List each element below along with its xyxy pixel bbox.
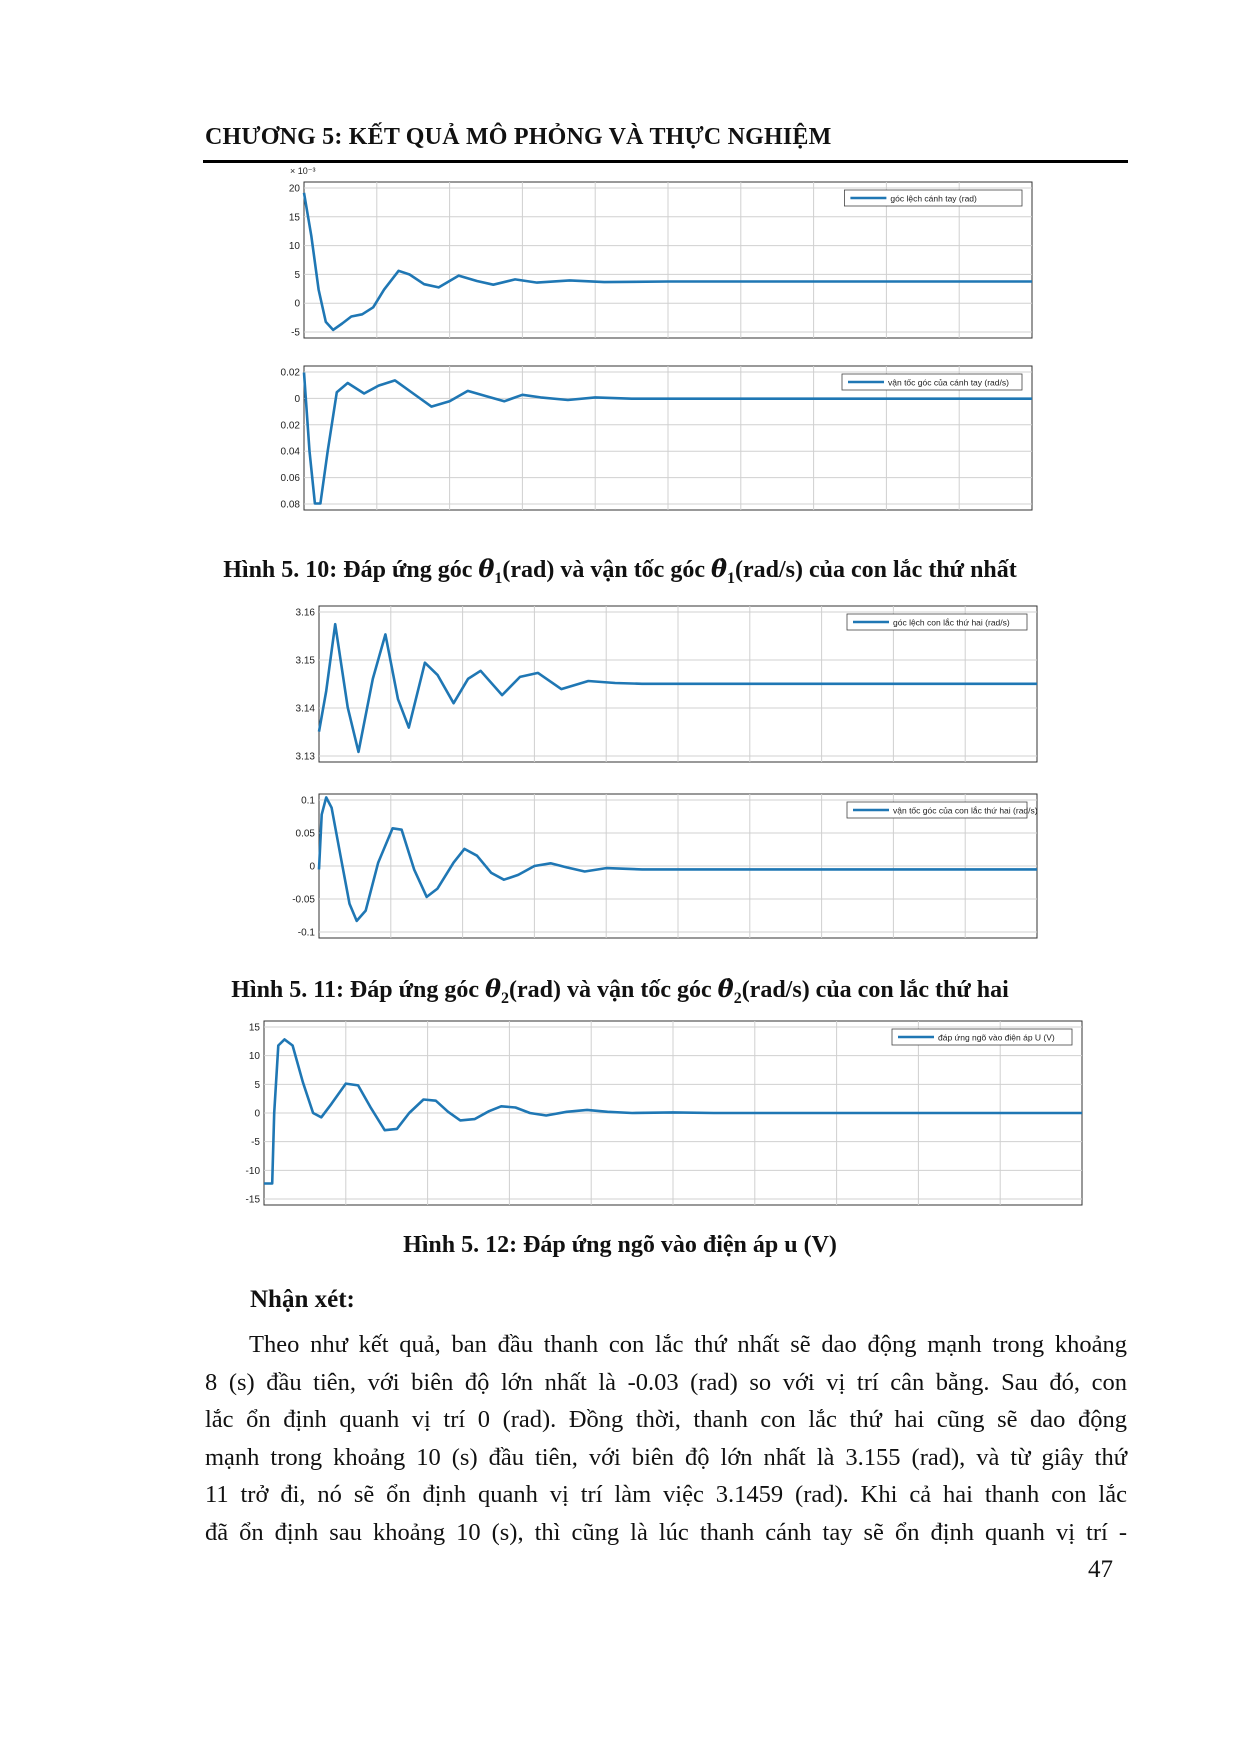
y-tick-label: 0.06 [280, 473, 300, 485]
y-tick-label: 0.08 [280, 499, 300, 511]
y-tick-label: 20 [288, 183, 300, 195]
y-tick-label: 10 [248, 1051, 260, 1063]
paragraph-line: lắc ổn định quanh vị trí 0 (rad). Đồng thời, thanh con lắc thứ hai cũng sẽ dao động [205, 1406, 1127, 1433]
chart-pendulum2-velocity [285, 788, 1045, 948]
legend-label: góc lệch cánh tay (rad) [890, 193, 977, 204]
y-tick-label: -10 [245, 1165, 260, 1177]
paragraph-line: mạnh trong khoảng 10 (s) đầu tiên, với biên độ lớn nhất là 3.155 (rad), và từ giây thứ [205, 1443, 1127, 1471]
page-number: 47 [1088, 1556, 1113, 1583]
y-tick-label: 0 [254, 1108, 260, 1120]
legend-label: vận tốc góc của con lắc thứ hai (rad/s) [893, 805, 1038, 816]
y-tick-label: 5 [254, 1079, 260, 1091]
y-tick-label: -0.05 [292, 894, 315, 906]
y-tick-label: 3.15 [295, 655, 315, 667]
paragraph-line: đã ổn định sau khoảng 10 (s), thì cũng là lúc thanh cánh tay sẽ ổn định quanh vị trí - [205, 1518, 1127, 1546]
figure-caption-5-10: Hình 5. 10: Đáp ứng góc $\theta_1(rad)$ và vận tốc góc $\thetȧ_1(rad/s)$ của con lắc thứ nhất [223, 554, 1017, 587]
y-tick-label: 3.16 [295, 607, 315, 619]
chart-input-voltage [230, 1015, 1090, 1215]
axis-exponent-label: × 10⁻³ [290, 166, 316, 176]
chart-pendulum2-angle [285, 600, 1045, 772]
y-tick-label: 10 [288, 241, 300, 253]
remarks-paragraph [205, 1326, 1127, 1551]
paragraph-line: 8 (s) đầu tiên, với biên độ lớn nhất là -0.03 (rad) so với vị trí cân bằng. Sau đó, con [205, 1368, 1127, 1396]
legend-label: đáp ứng ngõ vào điện áp U (V) [938, 1032, 1055, 1043]
figure-caption-5-11: Hình 5. 11: Đáp ứng góc $\theta_2(rad)$ và vận tốc góc $\thetȧ_2(rad/s)$ của con lắc thứ hai [231, 974, 1009, 1007]
y-tick-label: 0 [294, 298, 300, 310]
legend-label: vận tốc góc của cánh tay (rad/s) [888, 377, 1009, 388]
y-tick-label: -5 [251, 1137, 260, 1149]
remarks-heading: Nhận xét: [250, 1286, 355, 1313]
y-tick-label: 15 [288, 212, 300, 224]
y-tick-label: 5 [294, 269, 300, 281]
y-tick-label: 0 [294, 393, 300, 405]
y-tick-label: -0.1 [297, 927, 315, 939]
y-tick-label: 0.02 [280, 420, 300, 432]
header-rule [203, 160, 1128, 163]
paragraph-line: Theo như kết quả, ban đầu thanh con lắc thứ nhất sẽ dao động mạnh trong khoảng [249, 1331, 1127, 1358]
y-tick-label: 0.05 [295, 828, 315, 840]
y-tick-label: 0.1 [301, 795, 315, 807]
y-tick-label: 0 [309, 861, 315, 873]
y-tick-label: -15 [245, 1194, 260, 1206]
paragraph-line: 11 trở đi, nó sẽ ổn định quanh vị trí làm việc 3.1459 (rad). Khi cả hai thanh con lắc [205, 1481, 1127, 1508]
chapter-header: CHƯƠNG 5: KẾT QUẢ MÔ PHỎNG VÀ THỰC NGHIỆM [205, 124, 832, 150]
y-tick-label: 0.04 [280, 446, 300, 458]
chart-arm-velocity [270, 360, 1040, 520]
y-tick-label: -5 [291, 327, 300, 339]
y-tick-label: 0.02 [280, 367, 300, 379]
y-tick-label: 3.13 [295, 751, 315, 763]
chart-arm-angle [270, 166, 1040, 348]
figure-caption-5-12: Hình 5. 12: Đáp ứng ngõ vào điện áp u (V) [403, 1232, 837, 1258]
y-tick-label: 15 [248, 1022, 260, 1034]
legend-label: góc lệch con lắc thứ hai (rad/s) [893, 617, 1010, 628]
y-tick-label: 3.14 [295, 703, 315, 715]
